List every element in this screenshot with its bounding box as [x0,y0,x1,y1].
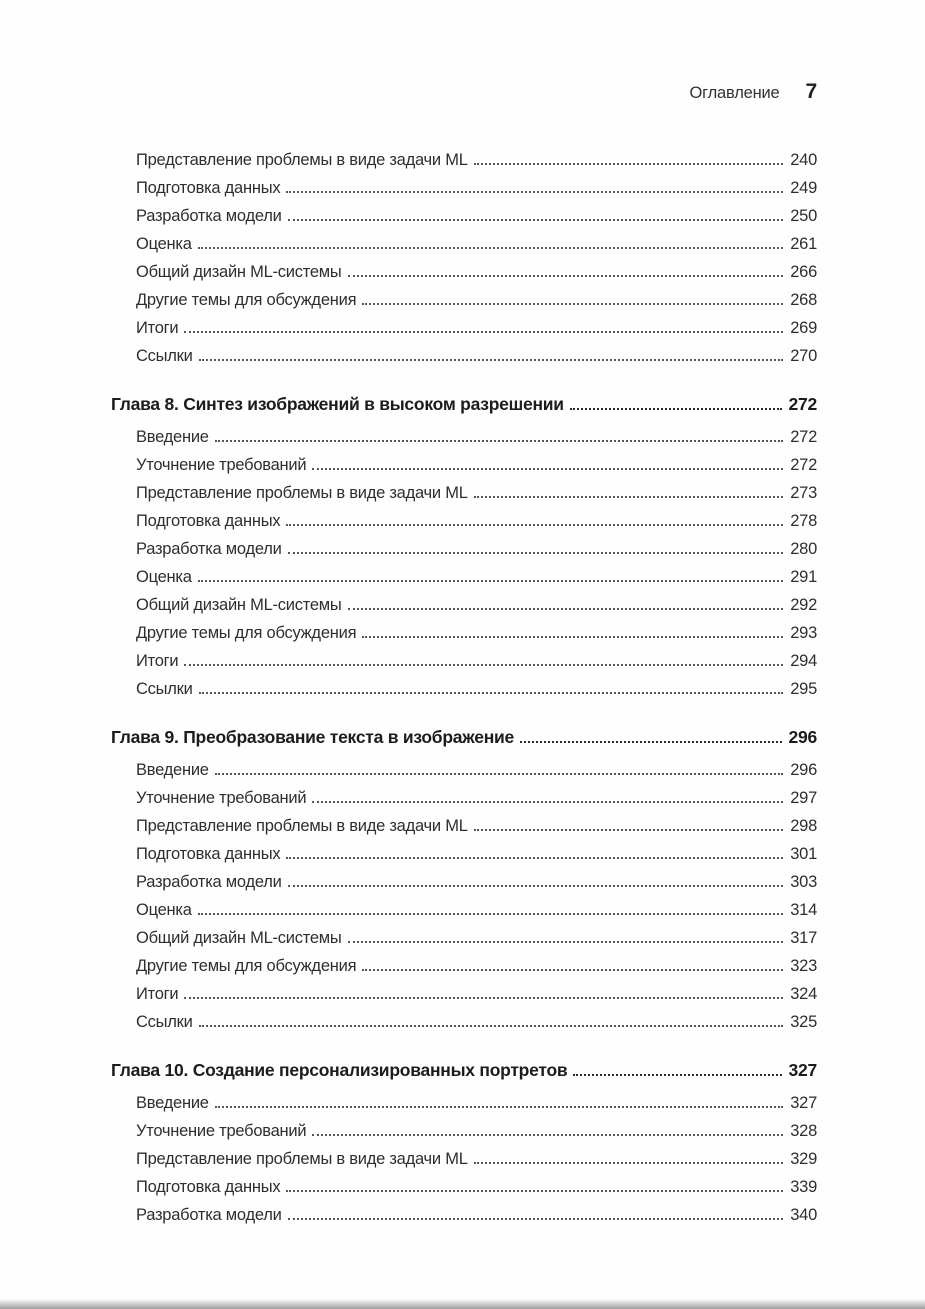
toc-entry-label: Представление проблемы в виде задачи ML [136,484,468,502]
dot-leader [520,741,782,743]
toc-entry-label: Уточнение требований [136,789,307,807]
toc-entry-row [111,812,817,840]
toc-entry-row [111,675,817,703]
toc-entry-page: 293 [790,624,817,642]
dot-leader [362,636,783,638]
toc-entry-label: Подготовка данных [136,1178,281,1196]
dot-leader [199,359,784,361]
dot-leader [312,468,783,470]
toc-entry-label: Другие темы для обсуждения [136,624,357,642]
toc-entry-page: 323 [790,957,817,975]
toc-entry-page: 266 [790,263,817,281]
toc-entry-page: 327 [790,1094,817,1112]
toc-entry-label: Введение [136,1094,209,1112]
toc-chapter-row [111,1056,817,1084]
dot-leader [288,885,784,887]
toc-chapter-row [111,723,817,751]
toc-entry-row [111,314,817,342]
toc-entry-page: 314 [790,901,817,919]
dot-leader [288,552,784,554]
toc-entry-row [111,1201,817,1229]
toc-entry-row [111,756,817,784]
toc-entry-row [111,258,817,286]
toc-entry-row [111,784,817,812]
toc-entry-label: Введение [136,428,209,446]
toc-entry-row [111,840,817,868]
toc-entry-row [111,146,817,174]
toc-entry-label: Подготовка данных [136,179,281,197]
toc-entry-page: 250 [790,207,817,225]
toc-chapter-label: Глава 10. Создание персонализированных портретов [111,1060,568,1080]
toc-entry-label: Общий дизайн ML-системы [136,929,342,947]
toc-entry-label: Итоги [136,319,179,337]
dot-leader [348,275,784,277]
dot-leader [312,1134,783,1136]
toc-chapter-page: 296 [788,727,817,747]
toc-entry-label: Итоги [136,985,179,1003]
dot-leader [573,1074,781,1076]
toc-entry-label: Разработка модели [136,873,282,891]
toc-entry-row [111,563,817,591]
toc-entry-page: 280 [790,540,817,558]
dot-leader [474,496,784,498]
toc-entry-label: Подготовка данных [136,512,281,530]
toc-entry-page: 270 [790,347,817,365]
toc-entry-page: 297 [790,789,817,807]
dot-leader [184,997,783,999]
toc-entry-label: Ссылки [136,347,193,365]
toc-entry-page: 294 [790,652,817,670]
dot-leader [184,331,783,333]
toc-entry-row [111,1173,817,1201]
toc-entry-row [111,1089,817,1117]
toc-entry-label: Оценка [136,568,192,586]
toc-chapter-page: 327 [788,1060,817,1080]
toc-entry-row [111,647,817,675]
dot-leader [474,1162,784,1164]
dot-leader [348,941,784,943]
toc-entry-page: 268 [790,291,817,309]
toc-entry-label: Разработка модели [136,207,282,225]
toc-entry-page: 272 [790,456,817,474]
toc-entry-row [111,896,817,924]
toc-entry-label: Итоги [136,652,179,670]
toc-entry-page: 340 [790,1206,817,1224]
toc-entry-row [111,924,817,952]
toc-entry-row [111,507,817,535]
dot-leader [199,1025,784,1027]
toc-entry-row [111,1145,817,1173]
toc-entry-label: Уточнение требований [136,1122,307,1140]
header-page-number: 7 [805,80,817,103]
toc-entry-page: 278 [790,512,817,530]
dot-leader [199,692,784,694]
toc-chapter-label: Глава 9. Преобразование текста в изображение [111,727,515,747]
toc-entry-page: 301 [790,845,817,863]
toc-entry-label: Другие темы для обсуждения [136,291,357,309]
toc-entry-label: Ссылки [136,680,193,698]
toc-entry-page: 324 [790,985,817,1003]
dot-leader [312,801,783,803]
dot-leader [198,247,784,249]
dot-leader [362,303,783,305]
toc-entry-label: Представление проблемы в виде задачи ML [136,151,468,169]
toc-entry-page: 325 [790,1013,817,1031]
toc-entry-label: Другие темы для обсуждения [136,957,357,975]
dot-leader [474,829,784,831]
toc-entry-page: 291 [790,568,817,586]
dot-leader [286,191,783,193]
toc-entry-row [111,1117,817,1145]
toc-entry-label: Разработка модели [136,540,282,558]
toc-entry-label: Подготовка данных [136,845,281,863]
toc-entry-row [111,451,817,479]
toc-entry-row [111,619,817,647]
toc-entry-page: 269 [790,319,817,337]
toc-entry-page: 272 [790,428,817,446]
toc-list [111,146,817,1229]
toc-chapter-page: 272 [788,394,817,414]
toc-entry-row [111,423,817,451]
toc-entry-row [111,980,817,1008]
toc-entry-row [111,202,817,230]
dot-leader [288,219,784,221]
dot-leader [215,440,784,442]
dot-leader [348,608,784,610]
dot-leader [570,408,782,410]
toc-entry-page: 273 [790,484,817,502]
toc-entry-page: 296 [790,761,817,779]
toc-entry-page: 328 [790,1122,817,1140]
toc-entry-row [111,1008,817,1036]
toc-entry-page: 292 [790,596,817,614]
toc-entry-page: 339 [790,1178,817,1196]
toc-entry-page: 303 [790,873,817,891]
toc-entry-page: 295 [790,680,817,698]
dot-leader [362,969,783,971]
toc-entry-row [111,174,817,202]
toc-entry-page: 329 [790,1150,817,1168]
toc-entry-label: Оценка [136,235,192,253]
dot-leader [215,773,784,775]
toc-entry-row [111,342,817,370]
toc-entry-label: Общий дизайн ML-системы [136,263,342,281]
dot-leader [184,664,783,666]
toc-entry-row [111,286,817,314]
dot-leader [286,1190,783,1192]
toc-entry-page: 240 [790,151,817,169]
toc-entry-row [111,535,817,563]
page-bottom-edge-shadow [0,1299,925,1309]
toc-entry-page: 317 [790,929,817,947]
toc-entry-row [111,230,817,258]
dot-leader [198,580,784,582]
toc-entry-row [111,952,817,980]
toc-entry-label: Введение [136,761,209,779]
toc-entry-label: Ссылки [136,1013,193,1031]
toc-entry-row [111,479,817,507]
toc-entry-row [111,868,817,896]
dot-leader [288,1218,784,1220]
toc-entry-row [111,591,817,619]
toc-entry-label: Представление проблемы в виде задачи ML [136,817,468,835]
toc-entry-label: Разработка модели [136,1206,282,1224]
toc-entry-label: Представление проблемы в виде задачи ML [136,1150,468,1168]
toc-entry-label: Оценка [136,901,192,919]
running-header [111,80,817,104]
toc-entry-page: 249 [790,179,817,197]
dot-leader [198,913,784,915]
header-title: Оглавление [689,84,780,102]
toc-chapter-row [111,390,817,418]
toc-entry-label: Уточнение требований [136,456,307,474]
dot-leader [286,857,783,859]
dot-leader [474,163,784,165]
dot-leader [215,1106,784,1108]
toc-entry-page: 261 [790,235,817,253]
toc-entry-page: 298 [790,817,817,835]
toc-entry-label: Общий дизайн ML-системы [136,596,342,614]
toc-chapter-label: Глава 8. Синтез изображений в высоком разрешении [111,394,564,414]
dot-leader [286,524,783,526]
